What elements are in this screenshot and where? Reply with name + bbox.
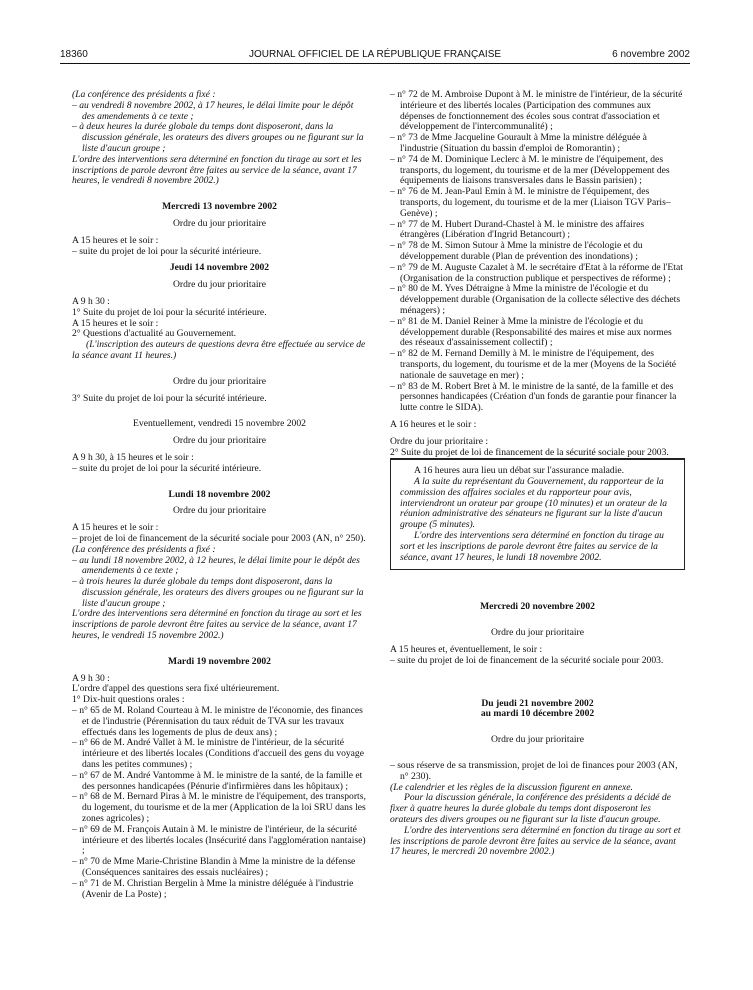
question-item: – n° 70 de Mme Marie-Christine Blandin à Mme la ministre de la défense (Conséquences sanitaires des essais nucléaires) ; [72, 856, 356, 879]
paragraph: 1° Dix-huit questions orales : [72, 694, 185, 706]
paragraph: A 9 h 30 : [72, 672, 110, 684]
paragraph: A 16 heures et le soir : [390, 418, 477, 430]
day-heading: Mercredi 20 novembre 2002 [480, 601, 595, 613]
page-number: 18360 [60, 49, 88, 60]
section-label: Ordre du jour prioritaire [491, 734, 584, 746]
question-item: – n° 69 de M. François Autain à M. le ministre de l'intérieur, de la sécurité intérieure et des libertés locales (Insécurité dans l'agglomération nantaise) ; [72, 823, 366, 857]
paragraph: (L'inscription des auteurs de questions devra être effectuée au service de la séance avant 11 heures.) [72, 339, 366, 361]
paragraph: A 9 h 30, à 15 heures et le soir : [72, 451, 194, 463]
paragraph: 1° Suite du projet de loi pour la sécurité intérieure. [72, 306, 267, 318]
section-label: Ordre du jour prioritaire [173, 435, 266, 447]
question-item: – n° 76 de M. Jean-Paul Emin à M. le ministre de l'équipement, des transports, du logement, du tourisme et de la mer (Liaison TGV Paris–Genève) ; [390, 186, 671, 219]
day-heading: Jeudi 14 novembre 2002 [169, 262, 270, 274]
paragraph: – projet de loi de financement de la sécurité sociale pour 2003 (AN, n° 250). [72, 532, 366, 544]
paragraph: A 16 heures aura lieu un débat sur l'assurance maladie. [414, 465, 625, 477]
paragraph: – sous réserve de sa transmission, projet de loi de finances pour 2003 (AN, n° 230). [390, 760, 678, 782]
section-label: Ordre du jour prioritaire [173, 279, 266, 291]
question-item: – n° 71 de M. Christian Bergelin à Mme la ministre déléguée à l'industrie (Avenir de La Poste) ; [72, 877, 354, 900]
day-heading: Eventuellement, vendredi 15 novembre 2002 [133, 418, 306, 430]
paragraph: – suite du projet de loi pour la sécurité intérieure. [72, 245, 262, 257]
paragraph: – au lundi 18 novembre 2002, à 12 heures, le délai limite pour le dépôt des amendements à ce texte ; [72, 554, 360, 577]
day-heading: Mercredi 13 novembre 2002 [162, 201, 277, 213]
question-item: – n° 67 de M. André Vantomme à M. le ministre de la santé, de la famille et des personnes handicapées (Pénurie d'infirmières dans les hôpitaux) ; [72, 769, 363, 792]
paragraph: A 15 heures et le soir : [72, 317, 159, 329]
question-item: – n° 81 de M. Daniel Reiner à Mme la ministre de l'écologie et du développement durable (Responsabilité des maires et mise aux normes des réseaux d'assainissement collectif) ; [390, 315, 672, 349]
page-header [60, 49, 690, 61]
question-item: – n° 82 de M. Fernand Demilly à M. le ministre de l'équipement, des transports, du logement, du tourisme et de la mer (Moyens de la Société nationale de sauvetage en mer) ; [390, 348, 677, 381]
paragraph: L'ordre des interventions sera déterminé en fonction du tirage au sort et les inscriptions de parole devront être faites au service de la séance, avant 17 heures, le vendredi 15 novembre 2002.) [72, 608, 362, 642]
question-item: – n° 72 de M. Ambroise Dupont à M. le ministre de l'intérieur, de la sécurité intérieure et des libertés locales (Participation des communes aux dépenses de fonctionnement des écoles sous contrat d'association et développement de l'intercommunalité) ; [390, 89, 683, 133]
section-label: Ordre du jour prioritaire [491, 627, 584, 639]
debate-notice-box [390, 459, 685, 570]
header-rule [60, 63, 690, 64]
paragraph: 3° Suite du projet de loi pour la sécurité intérieure. [72, 392, 267, 404]
day-heading: au mardi 10 décembre 2002 [480, 708, 595, 720]
paragraph: A la suite du représentant du Gouvernement, du rapporteur de la commission des affaires sociales et du rapporteur pour avis, interviendront un orateur par groupe (10 minutes) et un orateur de la réunion administrative des sénateurs ne figurant sur la liste d'aucun groupe (5 minutes). [400, 476, 668, 531]
paragraph: – au vendredi 8 novembre 2002, à 17 heures, le délai limite pour le dépôt des amendements à ce texte ; [72, 99, 354, 122]
paragraph: L'ordre des interventions sera déterminé en fonction du tirage au sort et les inscriptions de parole devront être faites au service de la séance, avant 17 heures, le lundi 18 novembre 2002. [400, 530, 664, 563]
paragraph: L'ordre des interventions sera déterminé en fonction du tirage au sort et les inscriptions de parole devront être faites au service de la séance, avant 17 heures, le mercredi 20 novembre 2002.) [390, 824, 681, 858]
paragraph: – suite du projet de loi pour la sécurité intérieure. [72, 462, 262, 474]
paragraph: 2° Questions d'actualité au Gouvernement. [72, 328, 237, 340]
paragraph: – à trois heures la durée globale du temps dont disposeront, dans la discussion générale, les orateurs des divers groupes ou ne figurant sur la liste d'aucun groupe ; [72, 576, 364, 609]
question-item: – n° 68 de M. Bernard Piras à M. le ministre de l'équipement, des transports, du logement, du tourisme et de la mer (Application de la loi SRU dans les zones agricoles) ; [72, 791, 366, 825]
left-column [72, 90, 367, 900]
journal-title: JOURNAL OFFICIEL DE LA RÉPUBLIQUE FRANÇAISE [248, 49, 502, 60]
issue-date: 6 novembre 2002 [612, 49, 690, 60]
day-heading: Du jeudi 21 novembre 2002 [481, 697, 594, 709]
day-heading: Mardi 19 novembre 2002 [168, 655, 271, 667]
paragraph: A 15 heures et le soir : [72, 234, 159, 246]
paragraph: (Le calendrier et les règles de la discussion figurent en annexe. [390, 781, 633, 793]
question-item: – n° 79 de M. Auguste Cazalet à M. le secrétaire d'Etat à la réforme de l'Etat (Organisation de la construction publique et perspectives de réforme) ; [390, 261, 683, 284]
paragraph: (La conférence des présidents a fixé : [72, 543, 216, 555]
paragraph: Ordre du jour prioritaire : [390, 435, 489, 447]
question-item: – n° 80 de M. Yves Détraigne à Mme la ministre de l'écologie et du développement durable (Organisation de la collecte sélective des déchets ménagers) ; [390, 283, 681, 316]
question-item: – n° 78 de M. Simon Sutour à Mme la ministre de l'écologie et du développement durable (Plan de prévention des inondations) ; [390, 240, 643, 262]
paragraph: – à deux heures la durée globale du temps dont disposeront, dans la discussion générale, les orateurs des divers groupes ou ne figurant sur la liste d'aucun groupe ; [72, 121, 364, 154]
section-label: Ordre du jour prioritaire [173, 375, 266, 387]
question-item: – n° 73 de Mme Jacqueline Gourault à Mme la ministre déléguée à l'industrie (Situation du bassin d'emploi de Romorantin) ; [390, 132, 647, 154]
paragraph: A 15 heures et, éventuellement, le soir : [390, 644, 543, 656]
question-item: – n° 83 de M. Robert Bret à M. le ministre de la santé, de la famille et des personnes handicapées (Création d'un fonds de garantie pour financer la lutte contre le SIDA). [390, 380, 677, 414]
paragraph: – suite du projet de loi de financement de la sécurité sociale pour 2003. [390, 654, 664, 666]
paragraph: 2° Suite du projet de loi de financement de la sécurité sociale pour 2003. [390, 446, 669, 458]
paragraph: Pour la discussion générale, la conférence des présidents a décidé de fixer à quatre heures la durée globale du temps dont disposeront les orateurs des divers groupes ou ne figurant sur la liste d'aucun groupe. [390, 792, 671, 826]
paragraph: L'ordre des interventions sera déterminé en fonction du tirage au sort et les inscriptions de parole devront être faites au service de la séance, avant 17 heures, le vendredi 8 novembre 2002.) [72, 153, 362, 187]
paragraph: A 15 heures et le soir : [72, 522, 159, 534]
question-item: – n° 65 de M. Roland Courteau à M. le ministre de l'économie, des finances et de l'industrie (Pérennisation du taux réduit de TVA sur les travaux effectués dans les logements de plus de deux ans) ; [72, 705, 363, 738]
question-item: – n° 74 de M. Dominique Leclerc à M. le ministre de l'équipement, des transports, du logement, du tourisme et de la mer (Développement des équipements de liaisons transversales dans le Bassin parisien) ; [390, 153, 670, 187]
question-item: – n° 66 de M. André Vallet à M. le ministre de l'intérieur, de la sécurité intérieure et des libertés locales (Conditions d'accueil des gens du voyage dans les petites communes) ; [72, 737, 364, 771]
day-heading: Lundi 18 novembre 2002 [168, 488, 271, 500]
section-label: Ordre du jour prioritaire [173, 505, 266, 517]
right-column [390, 90, 685, 858]
question-item: – n° 77 de M. Hubert Durand-Chastel à M. le ministre des affaires étrangères (Libération d'Ingrid Betancourt) ; [390, 218, 645, 241]
paragraph: (La conférence des présidents a fixé : [72, 89, 216, 100]
paragraph: L'ordre d'appel des questions sera fixé ultérieurement. [72, 683, 280, 695]
section-label: Ordre du jour prioritaire [173, 217, 266, 229]
paragraph: A 9 h 30 : [72, 295, 110, 307]
